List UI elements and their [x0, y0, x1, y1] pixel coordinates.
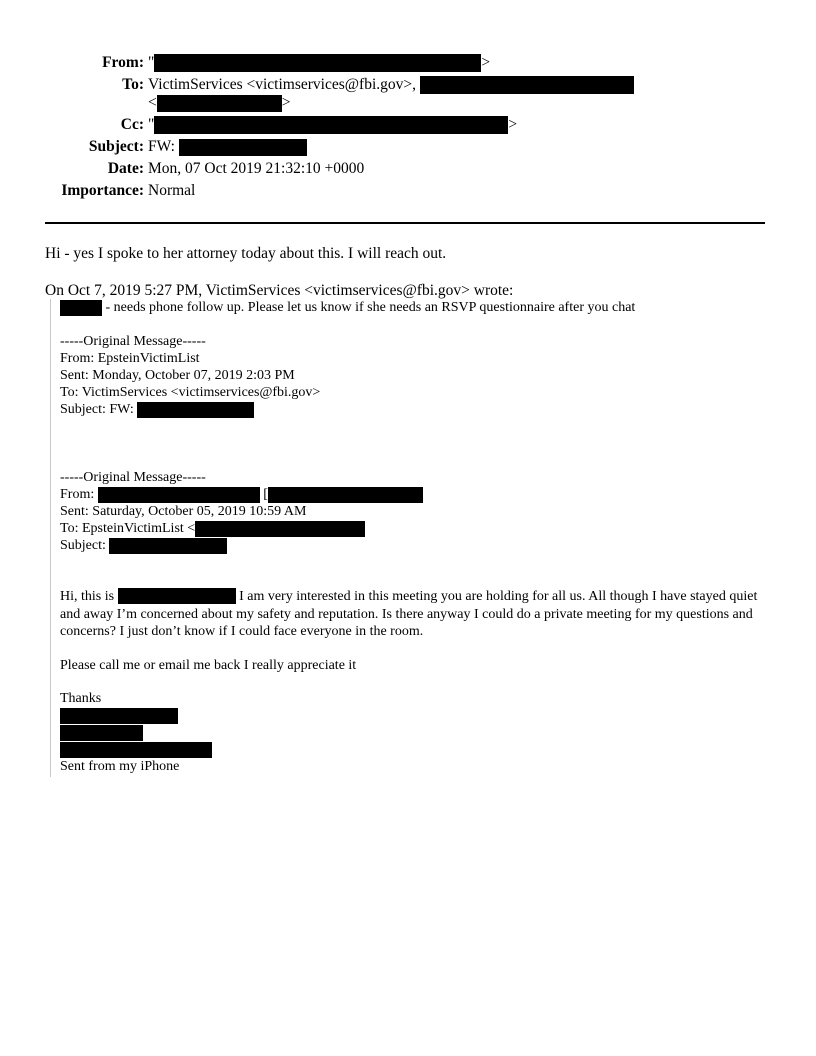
- orig2-to: [60, 520, 365, 537]
- quoted-line-1: [60, 299, 635, 316]
- to-address: VictimServices <victimservices@fbi.gov>,: [148, 76, 417, 93]
- header-subject-row: [0, 138, 816, 156]
- date-label: Date:: [107, 160, 144, 177]
- orig2-subject: [60, 537, 227, 554]
- from-label: From:: [102, 54, 144, 71]
- redaction: [268, 487, 423, 503]
- redaction: [179, 139, 307, 156]
- importance-value: Normal: [148, 182, 196, 199]
- signature-redacted-1: [60, 707, 178, 724]
- message-paragraph-2: Please call me or email me back I really appreciate it: [60, 658, 357, 673]
- to-line2-open: <: [148, 94, 157, 111]
- message-signoff: Sent from my iPhone: [60, 759, 180, 774]
- orig2-from: [60, 486, 423, 503]
- importance-label: Importance:: [61, 182, 144, 199]
- redaction: [118, 588, 236, 604]
- to-line2-close: >: [281, 94, 291, 111]
- orig2-subject-prefix: Subject:: [60, 538, 110, 553]
- message-p1-start: Hi, this is: [60, 589, 118, 604]
- reply-text: Hi - yes I spoke to her attorney today about this. I will reach out.: [45, 245, 447, 262]
- redaction: [109, 538, 227, 554]
- date-value: Mon, 07 Oct 2019 21:32:10 +0000: [148, 160, 365, 177]
- subject-label: Subject:: [88, 138, 144, 155]
- redaction: [98, 487, 260, 503]
- message-p1-rest: I am very interested in this meeting you are holding for all us. All though I have stayed quiet and away I’m concerned about my safety and reputation. Is there anyway I could do a private meeting for my questions and concerns? I just don’t know if I could face everyone in the room.: [60, 589, 758, 639]
- redaction: [154, 116, 508, 134]
- cc-value: [148, 116, 517, 134]
- header-to-row-2: [148, 94, 291, 112]
- subject-value: [148, 138, 307, 156]
- header-importance-row: [0, 182, 816, 200]
- header-to-row: [0, 76, 816, 94]
- orig2-from-bracket: [: [259, 487, 268, 502]
- orig2-from-prefix: From:: [60, 487, 98, 502]
- orig1-sent: Sent: Monday, October 07, 2019 2:03 PM: [60, 368, 295, 383]
- from-close: >: [481, 54, 491, 71]
- redaction: [137, 402, 254, 418]
- message-thanks: Thanks: [60, 691, 102, 706]
- redaction: [157, 95, 282, 112]
- orig1-subject-prefix: Subject: FW:: [60, 402, 138, 417]
- cc-close: >: [508, 116, 518, 133]
- redaction: [60, 300, 102, 316]
- redaction: [154, 54, 481, 72]
- redaction: [60, 725, 143, 741]
- redaction: [60, 742, 212, 758]
- message-paragraph-1: [60, 588, 760, 641]
- cc-open-quote: ": [148, 116, 155, 133]
- subject-prefix: FW:: [148, 138, 175, 155]
- header-divider: [45, 222, 765, 224]
- quoted-line-1-text: - needs phone follow up. Please let us know if she needs an RSVP questionnaire after you chat: [102, 300, 636, 315]
- orig1-divider: -----Original Message-----: [60, 334, 206, 349]
- from-open-quote: ": [148, 54, 155, 71]
- quote-intro: On Oct 7, 2019 5:27 PM, VictimServices <victimservices@fbi.gov> wrote:: [45, 282, 514, 299]
- header-date-row: [0, 160, 816, 178]
- orig2-to-prefix: To: EpsteinVictimList <: [60, 521, 196, 536]
- orig1-to: To: VictimServices <victimservices@fbi.gov>: [60, 385, 321, 400]
- to-value: [148, 76, 634, 94]
- cc-label: Cc:: [120, 116, 144, 133]
- orig1-subject: [60, 401, 254, 418]
- header-from-row: [0, 54, 816, 72]
- orig2-sent: Sent: Saturday, October 05, 2019 10:59 AM: [60, 504, 307, 519]
- orig1-from: From: EpsteinVictimList: [60, 351, 200, 366]
- header-cc-row: [0, 116, 816, 134]
- orig2-divider: -----Original Message-----: [60, 470, 206, 485]
- redaction: [195, 521, 365, 537]
- signature-redacted-2: [60, 724, 143, 741]
- redaction: [420, 76, 634, 94]
- from-value: [148, 54, 490, 72]
- redaction: [60, 708, 178, 724]
- quoted-message: [50, 299, 766, 777]
- signature-redacted-3: [60, 741, 212, 758]
- to-label: To:: [122, 76, 144, 93]
